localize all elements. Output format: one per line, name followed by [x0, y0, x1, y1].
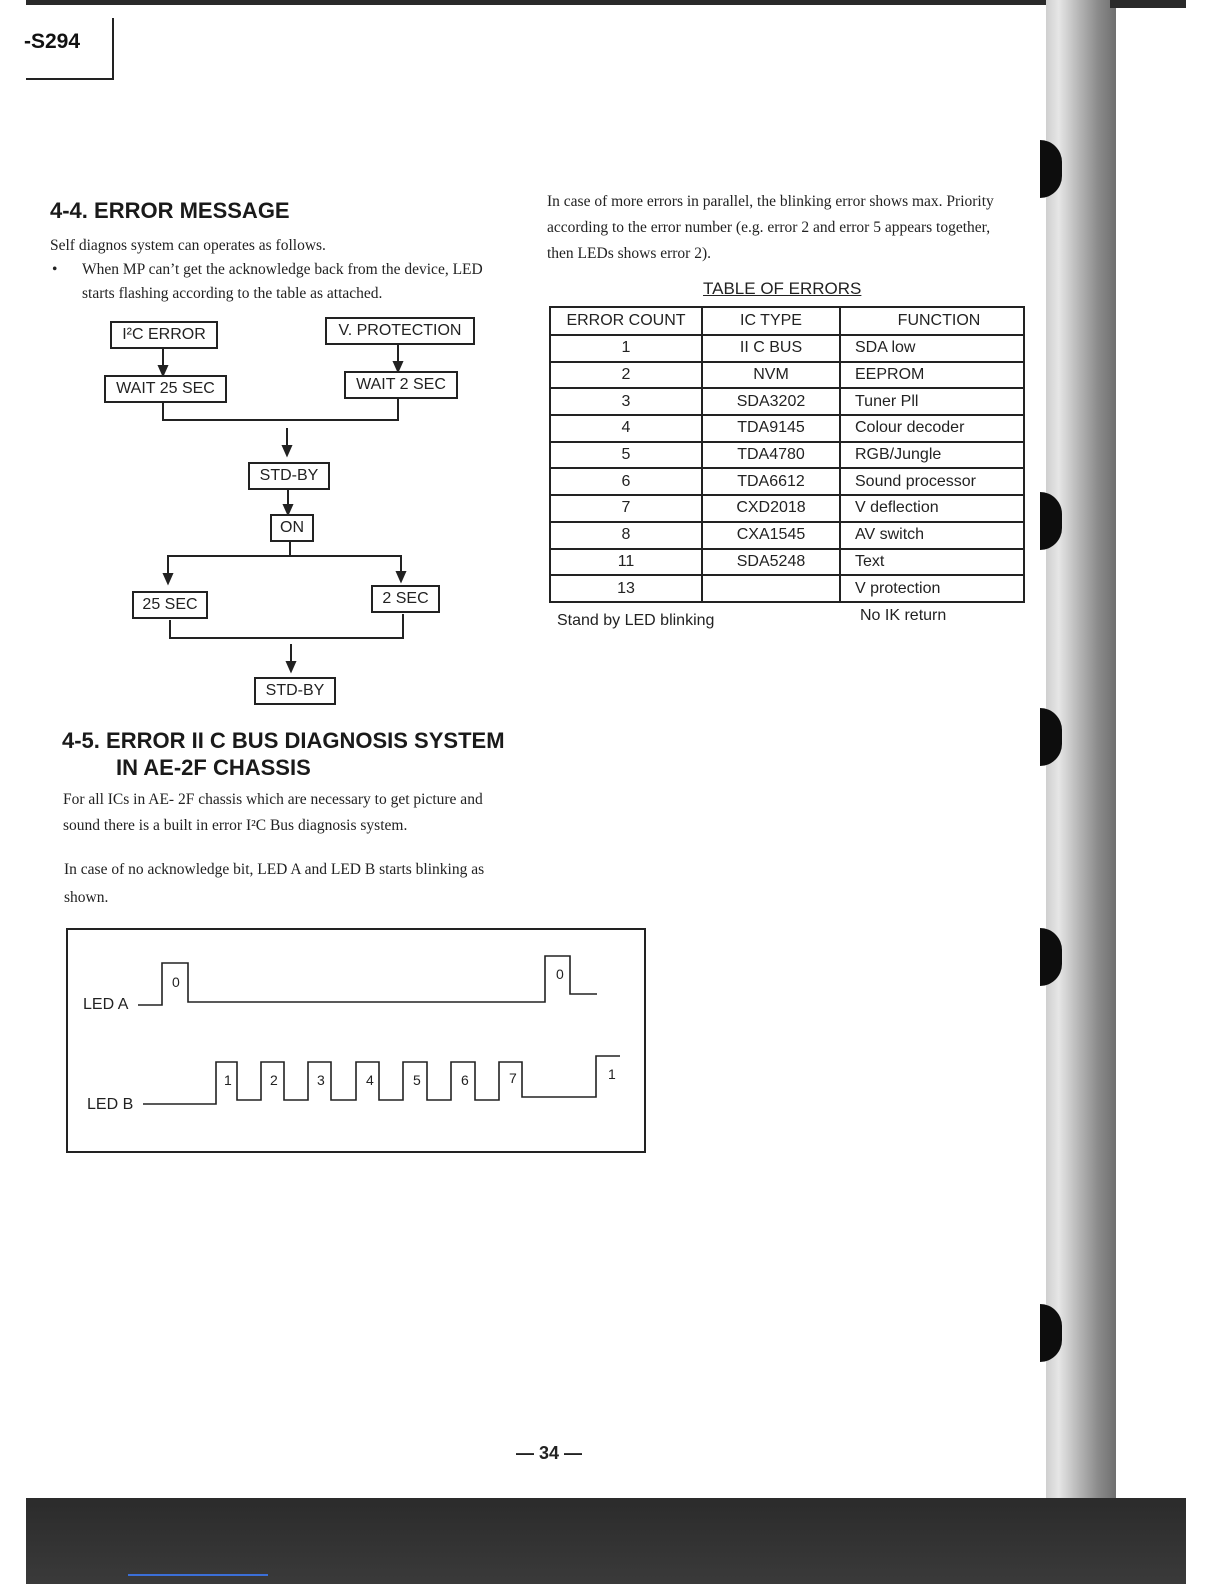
section-4-5-para1-line1: For all ICs in AE- 2F chassis which are necessary to get picture and — [63, 791, 483, 808]
cell-error-count: 7 — [550, 495, 702, 522]
cell-ic-type: SDA3202 — [702, 388, 840, 415]
v-protection-box: V. PROTECTION — [325, 317, 475, 345]
priority-text-line3: then LEDs shows error 2). — [547, 245, 712, 262]
std-by-box-1: STD-BY — [248, 462, 330, 490]
led-a-waveform — [138, 956, 597, 1005]
cell-error-count: 5 — [550, 442, 702, 469]
page-number: — 34 — — [516, 1443, 583, 1463]
section-4-4-title: 4-4. ERROR MESSAGE — [50, 198, 290, 223]
section-4-5-para2-line1: In case of no acknowledge bit, LED A and LED B starts blinking as — [64, 861, 485, 878]
on-box: ON — [270, 514, 314, 542]
cell-ic-type: NVM — [702, 362, 840, 389]
cell-error-count: 3 — [550, 388, 702, 415]
priority-text-line1: In case of more errors in parallel, the blinking error shows max. Priority — [547, 193, 994, 210]
led-b-pulse-label: 5 — [413, 1072, 421, 1088]
cell-error-count: 11 — [550, 549, 702, 576]
25-sec-box: 25 SEC — [132, 591, 208, 619]
section-4-5-para1-line2: sound there is a built in error I²C Bus diagnosis system. — [63, 817, 408, 834]
wait-25-sec-box: WAIT 25 SEC — [104, 375, 227, 403]
cell-error-count: 13 — [550, 575, 702, 602]
led-b-pulse-label: 7 — [509, 1070, 517, 1086]
bullet-text-line1: When MP can’t get the acknowledge back from the device, LED — [82, 261, 483, 278]
cell-error-count: 8 — [550, 522, 702, 549]
2-sec-box: 2 SEC — [371, 585, 440, 613]
led-a-pulse-label: 0 — [556, 966, 564, 982]
i2c-error-box: I²C ERROR — [110, 321, 218, 349]
cell-function: AV switch — [840, 522, 1024, 549]
led-b-pulse-label: 1 — [224, 1072, 232, 1088]
cell-function: V protection — [840, 575, 1024, 602]
section-4-5-para2-line2: shown. — [64, 889, 109, 906]
led-b-pulse-label: 2 — [270, 1072, 278, 1088]
cell-ic-type: SDA5248 — [702, 549, 840, 576]
std-by-box-2: STD-BY — [254, 677, 336, 705]
led-b-pulse-label: 3 — [317, 1072, 325, 1088]
led-b-pulse-label: 4 — [366, 1072, 374, 1088]
section-4-4-intro: Self diagnos system can operates as follows. — [50, 237, 326, 254]
cell-function: Colour decoder — [840, 415, 1024, 442]
cell-error-count: 6 — [550, 468, 702, 495]
header-error-count: ERROR COUNT — [550, 307, 702, 335]
cell-ic-type: CXD2018 — [702, 495, 840, 522]
cell-function: EEPROM — [840, 362, 1024, 389]
cell-error-count: 2 — [550, 362, 702, 389]
led-b-pulse-label: 6 — [461, 1072, 469, 1088]
led-b-label: LED B — [87, 1096, 134, 1113]
header-function: FUNCTION — [840, 307, 1024, 335]
bullet-text-line2: starts flashing according to the table as attached. — [82, 285, 383, 302]
cell-ic-type: CXA1545 — [702, 522, 840, 549]
cell-function: Sound processor — [840, 468, 1024, 495]
led-a-pulse-label: 0 — [172, 974, 180, 990]
led-b-waveform — [143, 1056, 620, 1104]
cell-error-count: 1 — [550, 335, 702, 362]
cell-ic-type: TDA4780 — [702, 442, 840, 469]
table-title: TABLE OF ERRORS — [703, 279, 862, 298]
cell-error-count: 4 — [550, 415, 702, 442]
cell-ic-type: TDA6612 — [702, 468, 840, 495]
cell-function: V deflection — [840, 495, 1024, 522]
cell-function: SDA low — [840, 335, 1024, 362]
led-a-label: LED A — [83, 996, 129, 1013]
cell-ic-type: II C BUS — [702, 335, 840, 362]
bullet-dot: • — [52, 261, 58, 278]
model-code: -S294 — [24, 30, 81, 53]
wait-2-sec-box: WAIT 2 SEC — [344, 371, 458, 399]
priority-text-line2: according to the error number (e.g. error 2 and error 5 appears together, — [547, 219, 991, 236]
led-b-pulse-label: 1 — [608, 1066, 616, 1082]
table-footer-right: No IK return — [860, 607, 947, 624]
section-4-5-title: 4-5. ERROR II C BUS DIAGNOSIS SYSTEM — [62, 728, 505, 753]
cell-function: Text — [840, 549, 1024, 576]
cell-ic-type: TDA9145 — [702, 415, 840, 442]
cell-function: Tuner Pll — [840, 388, 1024, 415]
cell-function: RGB/Jungle — [840, 442, 1024, 469]
table-footer-left: Stand by LED blinking — [557, 612, 715, 629]
header-ic-type: IC TYPE — [702, 307, 840, 335]
section-4-5-title-line2: IN AE-2F CHASSIS — [116, 755, 311, 780]
